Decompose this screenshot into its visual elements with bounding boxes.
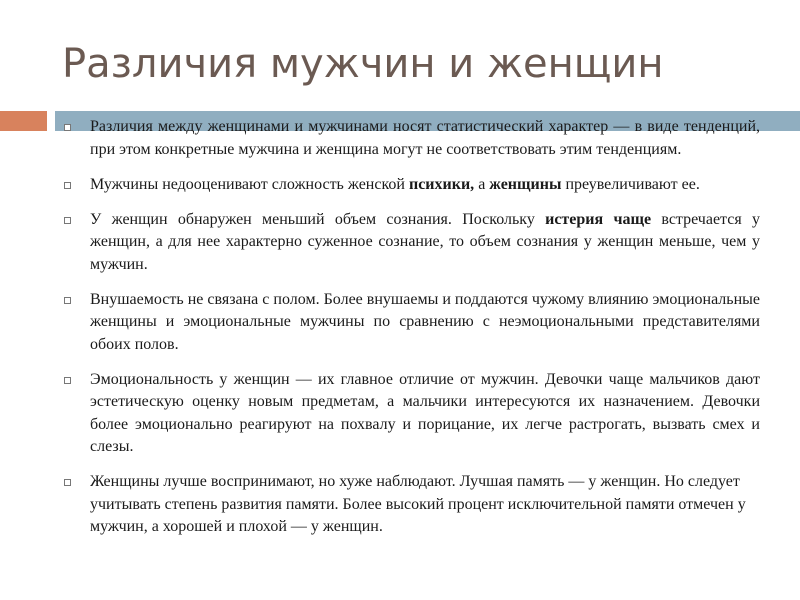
hollow-square-icon — [64, 377, 71, 384]
bullet-text: Различия между женщинами и мужчинами носят статистический характер — в виде тенденций, при этом конкретные мужчина и женщина могут не соответствовать этим тенденциям. — [90, 118, 760, 158]
bullet-text: Внушаемость не связана с полом. Более внушаемы и поддаются чужому влиянию эмоциональные женщины и эмоциональные мужчины по сравнению с неэмоциональными представителями обоих полов. — [90, 290, 760, 353]
bullet-text: а — [474, 175, 490, 193]
hollow-square-icon — [64, 124, 71, 131]
bullet-bold-text: истерия чаще — [545, 210, 652, 228]
bullet-item — [62, 369, 760, 459]
bullet-item — [62, 471, 760, 539]
bullet-text: Мужчины недооценивают сложность женской — [90, 175, 409, 193]
hollow-square-icon — [64, 217, 71, 224]
slide-title: Различия мужчин и женщин — [62, 41, 664, 87]
bullet-bold-text: психики, — [408, 175, 475, 193]
hollow-square-icon — [64, 479, 71, 486]
bullet-text: У женщин обнаружен меньший объем сознания. Поскольку — [90, 210, 546, 228]
hollow-square-icon — [64, 182, 71, 189]
bullet-text: Эмоциональность у женщин — их главное отличие от мужчин. Девочки чаще мальчиков дают эстетическую оценку новым предметам, а мальчики интересуются их назначением. Девочки более эмоционально реагируют на похвалу и порицание, их легче растрогать, вызвать смех и слезы. — [90, 370, 760, 455]
bullet-text: Женщины лучше воспринимают, но хуже наблюдают. Лучшая память — у женщин. Но следует учитывать степень развития памяти. Более высокий процент исключительной памяти отмечен у мужчин, а хорошей и плохой — у женщин. — [90, 473, 746, 535]
bullet-item — [62, 209, 760, 277]
bullet-text: преувеличивают ее. — [561, 175, 700, 193]
hollow-square-icon — [64, 297, 71, 304]
bullet-bold-text: женщины — [489, 175, 562, 193]
bullet-list — [62, 116, 760, 551]
bullet-item — [62, 174, 760, 197]
bullet-item — [62, 116, 760, 161]
bullet-text: встречается у женщин, а для нее характерно суженное сознание, то объем сознания у женщин меньше, чем у мужчин. — [90, 210, 760, 273]
accent-bar-orange — [0, 111, 47, 131]
bullet-item — [62, 289, 760, 357]
